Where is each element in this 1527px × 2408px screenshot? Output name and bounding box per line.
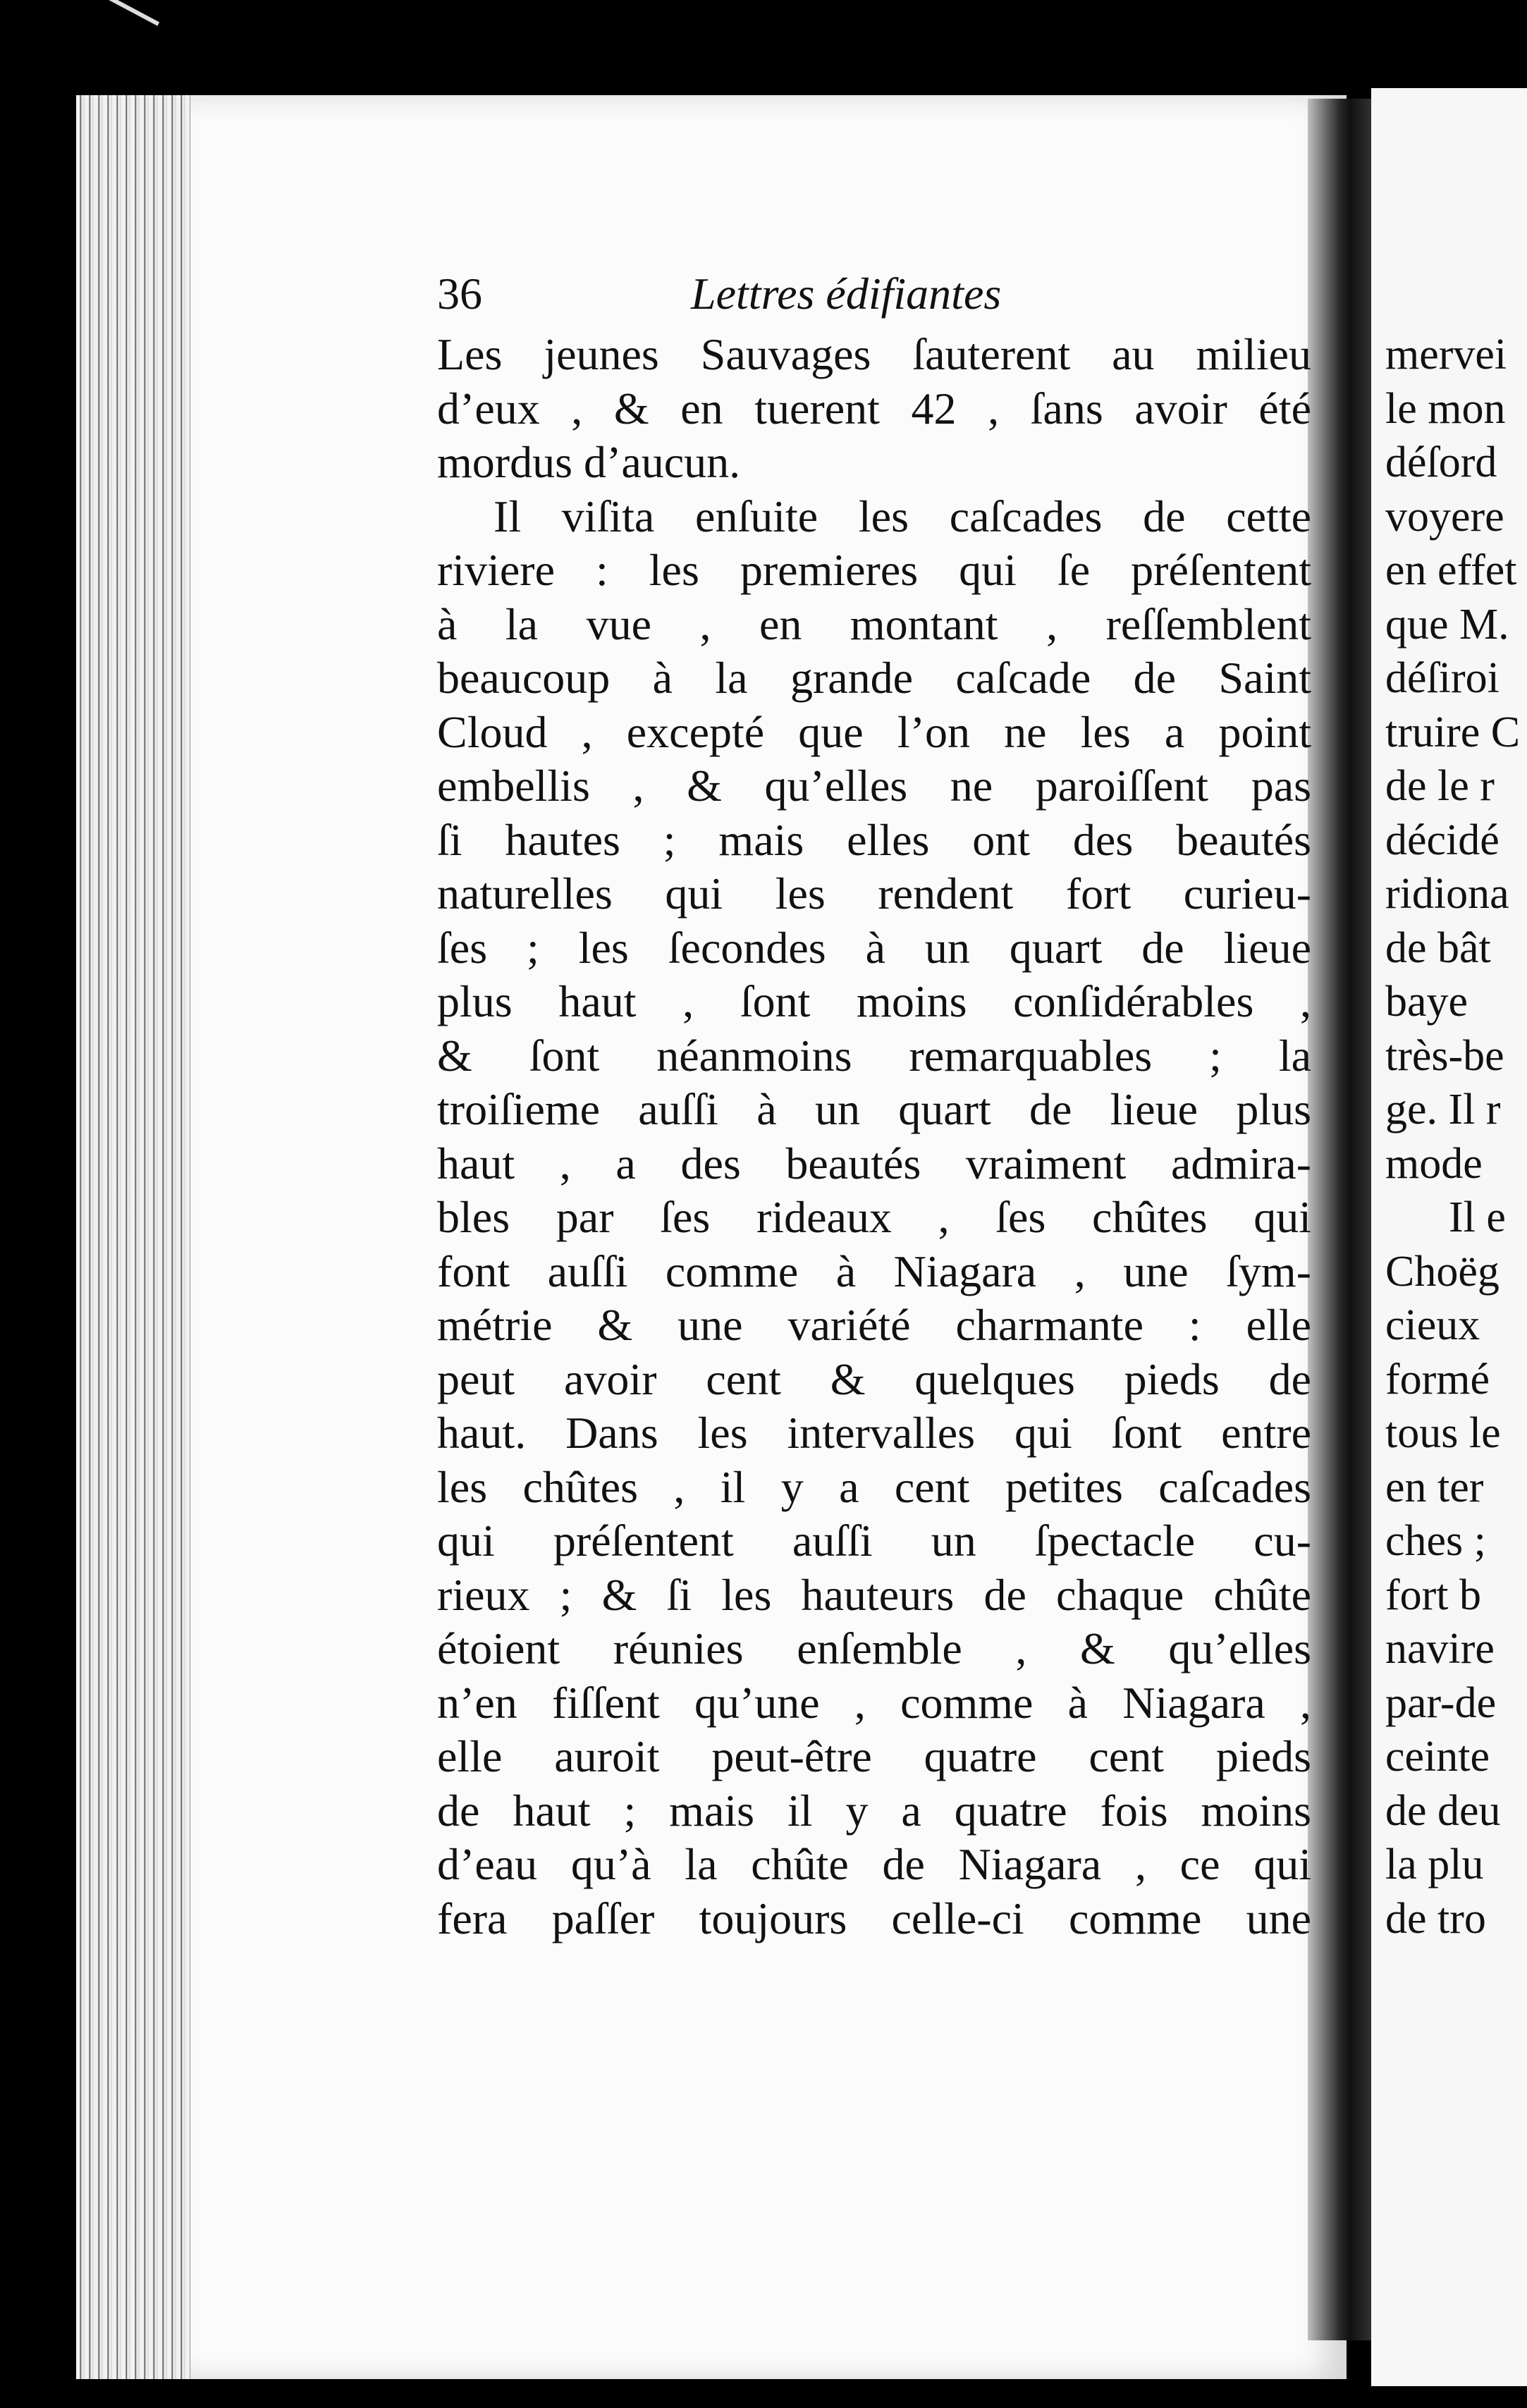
text-line: truire C <box>1385 708 1521 756</box>
text-line: troiſieme auſſi à un quart de lieue plus <box>437 1084 1311 1134</box>
running-head: Lettres édifiantes <box>691 269 1002 319</box>
text-line: Il viſita enſuite les caſcades de cette <box>493 491 1311 541</box>
text-line: & ſont néanmoins remarquables ; la <box>437 1030 1311 1081</box>
text-line: bles par ſes rideaux , ſes chûtes qui <box>437 1192 1311 1242</box>
text-line: à la vue , en montant , reſſemblent <box>437 598 1311 649</box>
text-line: voyere <box>1385 492 1504 541</box>
text-line: très-be <box>1385 1031 1504 1080</box>
text-line: beaucoup à la grande caſcade de Saint <box>437 653 1311 703</box>
text-line: ceinte <box>1385 1733 1490 1781</box>
text-line: les chûtes , il y a cent petites caſcades <box>437 1461 1311 1512</box>
text-line: ge. Il r <box>1385 1086 1501 1134</box>
page-number: 36 <box>437 269 482 319</box>
text-line: ridiona <box>1385 870 1509 918</box>
text-line: peut avoir cent & quelques pieds de <box>437 1353 1311 1404</box>
text-line: Il e <box>1449 1193 1506 1241</box>
text-line: de haut ; mais il y a quatre fois moins <box>437 1785 1311 1836</box>
text-line: haut , a des beautés vraiment admira- <box>437 1138 1311 1188</box>
text-line: en effet <box>1385 546 1517 594</box>
text-line: haut. Dans les intervalles qui ſont entre <box>437 1408 1311 1458</box>
text-line: déſord <box>1385 438 1497 486</box>
right-page-text <box>1385 328 1526 1946</box>
text-line: baye <box>1385 978 1468 1026</box>
text-line: mervei <box>1385 331 1507 379</box>
text-line: rieux ; & ſi les hauteurs de chaque chûte <box>437 1569 1311 1620</box>
text-line: de le r <box>1385 762 1495 810</box>
text-line: étoient réunies enſemble , & qu’elles <box>437 1623 1311 1673</box>
page-edges <box>76 95 196 2379</box>
text-line: fera paſſer toujours celle-ci comme une <box>437 1893 1311 1943</box>
text-line: d’eau qu’à la chûte de Niagara , ce qui <box>437 1839 1311 1889</box>
text-line: qui préſentent auſſi un ſpectacle cu- <box>437 1516 1311 1566</box>
text-line: font auſſi comme à Niagara , une ſym- <box>437 1246 1311 1296</box>
scan-artifact <box>102 0 159 26</box>
text-line: cieux <box>1385 1301 1480 1349</box>
text-line: de bât <box>1385 923 1491 972</box>
left-page-text <box>437 328 1311 1946</box>
text-line: mode <box>1385 1139 1483 1188</box>
text-line: ſes ; les ſecondes à un quart de lieue <box>437 922 1311 973</box>
text-line: fort b <box>1385 1571 1482 1619</box>
text-line: par-de <box>1385 1678 1497 1727</box>
text-line: de tro <box>1385 1894 1486 1943</box>
text-line: n’en fiſſent qu’une , comme à Niagara , <box>437 1677 1311 1728</box>
text-line: Choëg <box>1385 1247 1500 1296</box>
book-gutter <box>1308 99 1378 2340</box>
text-line: formé <box>1385 1355 1490 1403</box>
text-line: ches ; <box>1385 1517 1486 1565</box>
text-line: métrie & une variété charmante : elle <box>437 1300 1311 1350</box>
text-line: mordus d’aucun. <box>437 437 741 487</box>
text-line: riviere : les premieres qui ſe préſentent <box>437 545 1311 595</box>
text-line: la plu <box>1385 1841 1484 1888</box>
text-line: tous le <box>1385 1409 1501 1457</box>
text-line: Cloud , excepté que l’on ne les a point <box>437 706 1311 757</box>
text-line: d’eux , & en tuerent 42 , ſans avoir été <box>437 383 1311 434</box>
text-line: déſiroi <box>1385 654 1500 702</box>
text-line: elle auroit peut-être quatre cent pieds <box>437 1731 1311 1781</box>
text-line: le mon <box>1385 384 1506 433</box>
text-line: embellis , & qu’elles ne paroiſſent pas <box>437 761 1311 811</box>
text-line: de deu <box>1385 1786 1501 1835</box>
text-line: Les jeunes Sauvages ſauterent au milieu <box>437 329 1311 379</box>
text-line: décidé <box>1385 816 1500 864</box>
text-line: naturelles qui les rendent fort curieu- <box>437 868 1311 919</box>
text-line: navire <box>1385 1625 1495 1673</box>
text-line: en ter <box>1385 1463 1484 1511</box>
text-line: ſi hautes ; mais elles ont des beautés <box>437 814 1311 865</box>
text-line: plus haut , ſont moins conſidérables , <box>437 976 1311 1026</box>
text-line: que M. <box>1385 600 1509 649</box>
